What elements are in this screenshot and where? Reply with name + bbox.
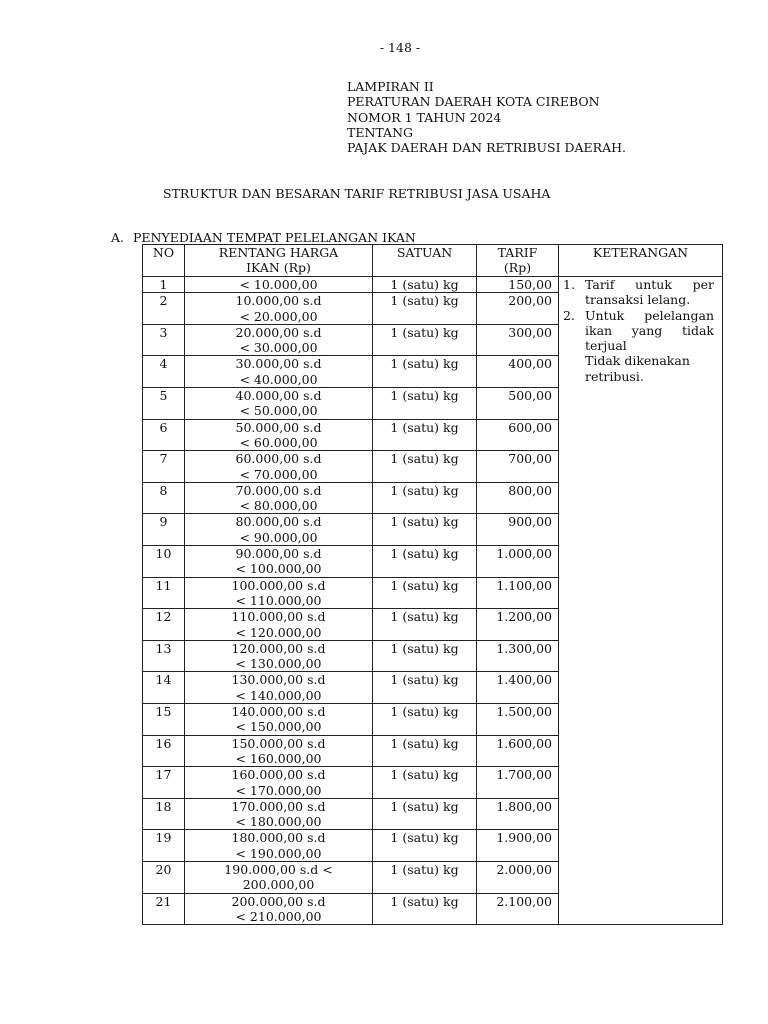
tariff-value: 400,00 [477, 356, 559, 388]
header-rate: TARIF (Rp) [477, 245, 559, 277]
price-range-line: 170.000,00 s.d [231, 798, 326, 814]
note-number: 1. [563, 277, 575, 292]
row-number: 8 [143, 482, 185, 514]
price-range-line: 200.000,00 [242, 877, 315, 893]
price-range-line: < 180.000,00 [235, 814, 322, 830]
row-number: 12 [143, 609, 185, 641]
note-item [563, 308, 714, 354]
row-number: 1 [143, 277, 185, 293]
price-range [185, 514, 373, 546]
price-range-line: 160.000,00 s.d [231, 767, 326, 783]
tariff-value: 1.700,00 [477, 767, 559, 799]
row-number: 5 [143, 388, 185, 420]
row-number: 18 [143, 798, 185, 830]
row-number: 3 [143, 324, 185, 356]
price-range-line: < 60.000,00 [239, 434, 318, 450]
price-range [185, 293, 373, 325]
unit: 1 (satu) kg [373, 514, 477, 546]
price-range-line: 150.000,00 s.d [231, 735, 326, 751]
price-range-line: < 110.000,00 [235, 592, 322, 608]
price-range-line: < 140.000,00 [235, 687, 322, 703]
price-range-line: 80.000,00 s.d [235, 514, 322, 530]
page-number: - 148 - [379, 40, 421, 55]
unit: 1 (satu) kg [373, 419, 477, 451]
price-range-line: < 50.000,00 [239, 403, 318, 419]
unit: 1 (satu) kg [373, 735, 477, 767]
tariff-value: 1.500,00 [477, 704, 559, 736]
price-range [185, 277, 373, 293]
price-range [185, 324, 373, 356]
price-range [185, 798, 373, 830]
note-text: Tarif untuk per transaksi lelang. [585, 277, 714, 308]
note-number: 2. [563, 307, 575, 323]
unit: 1 (satu) kg [373, 893, 477, 925]
price-range-line: 50.000,00 s.d [235, 419, 322, 435]
tariff-value: 2.000,00 [477, 861, 559, 893]
table-row [143, 277, 723, 293]
unit: 1 (satu) kg [373, 672, 477, 704]
price-range [185, 767, 373, 799]
unit: 1 (satu) kg [373, 609, 477, 641]
unit: 1 (satu) kg [373, 277, 477, 293]
unit: 1 (satu) kg [373, 767, 477, 799]
tariff-value: 2.100,00 [477, 893, 559, 925]
price-range [185, 640, 373, 672]
row-number: 11 [143, 577, 185, 609]
price-range-line: < 160.000,00 [235, 750, 322, 766]
price-range-line: 190.000,00 s.d < [224, 861, 333, 877]
header-line: TENTANG [347, 124, 414, 140]
price-range [185, 356, 373, 388]
unit: 1 (satu) kg [373, 830, 477, 862]
row-number: 21 [143, 893, 185, 925]
header-no: NO [143, 245, 185, 277]
price-range-line: < 70.000,00 [239, 466, 318, 482]
price-range [185, 482, 373, 514]
price-range-line: < 100.000,00 [235, 561, 322, 577]
tariff-value: 1.200,00 [477, 609, 559, 641]
tariff-value: 900,00 [477, 514, 559, 546]
section-heading [111, 230, 416, 245]
unit: 1 (satu) kg [373, 388, 477, 420]
price-range-line: 140.000,00 s.d [231, 704, 326, 720]
price-range-line: 180.000,00 s.d [231, 830, 326, 846]
unit: 1 (satu) kg [373, 324, 477, 356]
tariff-value: 1.800,00 [477, 798, 559, 830]
tariff-value: 500,00 [477, 388, 559, 420]
tariff-value: 800,00 [477, 482, 559, 514]
price-range-line: < 40.000,00 [239, 371, 318, 387]
row-number: 19 [143, 830, 185, 862]
tariff-value: 1.300,00 [477, 640, 559, 672]
price-range-line: < 20.000,00 [239, 308, 318, 324]
tariff-value: 1.600,00 [477, 735, 559, 767]
price-range-line: < 10.000,00 [239, 277, 318, 292]
price-range-line: 110.000,00 s.d [231, 609, 326, 625]
header-line: PERATURAN DAERAH KOTA CIREBON [347, 94, 600, 110]
price-range-line: < 190.000,00 [235, 845, 322, 861]
note-text: Untuk pelelangan ikan yang tidak terjual [585, 307, 714, 354]
price-range-line: 100.000,00 s.d [231, 577, 326, 593]
unit: 1 (satu) kg [373, 704, 477, 736]
table-header-row [143, 245, 723, 277]
price-range-line: 30.000,00 s.d [235, 356, 322, 372]
price-range [185, 893, 373, 925]
price-range [185, 704, 373, 736]
header-line: PAJAK DAERAH DAN RETRIBUSI DAERAH. [347, 140, 626, 156]
row-number: 16 [143, 735, 185, 767]
row-number: 15 [143, 704, 185, 736]
price-range-line: < 170.000,00 [235, 782, 322, 798]
header-line: LAMPIRAN II [347, 79, 434, 94]
header-line: NOMOR 1 TAHUN 2024 [347, 109, 502, 125]
section-letter: A. [111, 230, 125, 245]
tariff-value: 200,00 [477, 293, 559, 325]
price-range-line: 70.000,00 s.d [235, 482, 322, 498]
price-range [185, 861, 373, 893]
regulation-header [347, 79, 626, 155]
price-range-line: 130.000,00 s.d [231, 672, 326, 688]
price-range-line: < 30.000,00 [239, 340, 318, 356]
price-range [185, 830, 373, 862]
price-range-line: 90.000,00 s.d [235, 546, 322, 562]
price-range-line: 40.000,00 s.d [235, 388, 322, 404]
price-range [185, 388, 373, 420]
tariff-value: 1.000,00 [477, 546, 559, 578]
unit: 1 (satu) kg [373, 482, 477, 514]
unit: 1 (satu) kg [373, 293, 477, 325]
row-number: 4 [143, 356, 185, 388]
price-range [185, 672, 373, 704]
row-number: 13 [143, 640, 185, 672]
tariff-value: 1.400,00 [477, 672, 559, 704]
row-number: 9 [143, 514, 185, 546]
row-number: 2 [143, 293, 185, 325]
price-range-line: 200.000,00 s.d [231, 893, 326, 909]
header-notes: KETERANGAN [559, 245, 723, 277]
tariff-table [142, 244, 723, 925]
tariff-value: 150,00 [477, 277, 559, 293]
price-range-line: 10.000,00 s.d [235, 293, 322, 309]
document-title: STRUKTUR DAN BESARAN TARIF RETRIBUSI JASA USAHA [163, 186, 551, 201]
price-range-line: < 150.000,00 [235, 719, 322, 735]
row-number: 10 [143, 546, 185, 578]
unit: 1 (satu) kg [373, 640, 477, 672]
unit: 1 (satu) kg [373, 798, 477, 830]
unit: 1 (satu) kg [373, 356, 477, 388]
price-range-line: < 90.000,00 [239, 529, 318, 545]
unit: 1 (satu) kg [373, 861, 477, 893]
note-item [563, 277, 714, 308]
header-range: RENTANG HARGA IKAN (Rp) [185, 245, 373, 277]
tariff-value: 300,00 [477, 324, 559, 356]
price-range [185, 546, 373, 578]
unit: 1 (satu) kg [373, 577, 477, 609]
row-number: 7 [143, 451, 185, 483]
tariff-value: 600,00 [477, 419, 559, 451]
price-range [185, 577, 373, 609]
price-range [185, 419, 373, 451]
row-number: 20 [143, 861, 185, 893]
header-unit: SATUAN [373, 245, 477, 277]
price-range [185, 735, 373, 767]
unit: 1 (satu) kg [373, 546, 477, 578]
tariff-value: 1.900,00 [477, 830, 559, 862]
price-range-line: 20.000,00 s.d [235, 324, 322, 340]
row-number: 17 [143, 767, 185, 799]
tariff-value: 1.100,00 [477, 577, 559, 609]
price-range-line: < 120.000,00 [235, 624, 322, 640]
notes-cell [559, 277, 723, 925]
section-title-text: PENYEDIAAN TEMPAT PELELANGAN IKAN [133, 230, 416, 245]
unit: 1 (satu) kg [373, 451, 477, 483]
price-range-line: 120.000,00 s.d [231, 640, 326, 656]
price-range-line: < 210.000,00 [235, 908, 322, 924]
row-number: 6 [143, 419, 185, 451]
price-range-line: < 130.000,00 [235, 656, 322, 672]
price-range-line: 60.000,00 s.d [235, 451, 322, 467]
price-range [185, 609, 373, 641]
note-continuation: Tidak dikenakan retribusi. [585, 353, 690, 384]
price-range [185, 451, 373, 483]
tariff-value: 700,00 [477, 451, 559, 483]
row-number: 14 [143, 672, 185, 704]
price-range-line: < 80.000,00 [239, 498, 318, 514]
